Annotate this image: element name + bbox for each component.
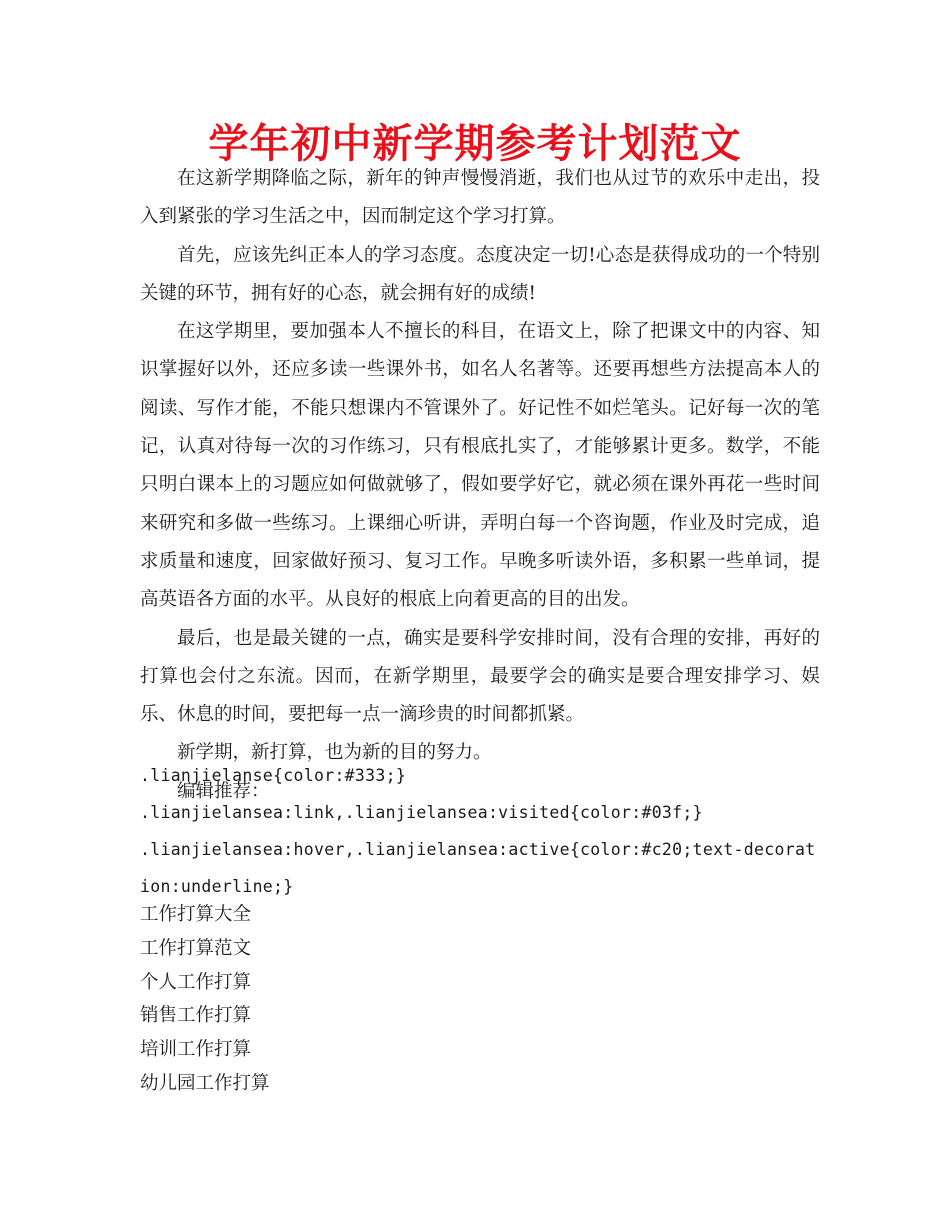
related-link[interactable]: 工作打算大全 <box>140 904 252 925</box>
css-line: .lianjielansea:hover,.lianjielansea:active{color:#c20;text-decoration:underline;} <box>140 840 816 896</box>
related-link[interactable]: 培训工作打算 <box>140 1039 252 1061</box>
paragraph-subjects: 在这学期里，要加强本人不擅长的科目，在语文上，除了把课文中的内容、知识掌握好以外，还应多读一些课外书，如名人名著等。还要再想些方法提高本人的阅读、写作才能，不能只想课内不管课外了。好记性不如烂笔头。记好每一次的笔记，认真对待每一次的习作练习，只有根底扎实了，才能够累计更多。数学，不能只明白课本上的习题应如何做就够了，假如要学好它，就必须在课外再花一些时间来研究和多做一些练习。上课细心听讲，弄明白每一个咨询题，作业及时完成，追求质量和速度，回家做好预习、复习工作。早晚多听读外语，多积累一些单词，提高英语各方面的水平。从良好的根底上向着更高的目的出发。 <box>140 321 820 611</box>
related-link[interactable]: 个人工作打算 <box>140 971 252 993</box>
document-body <box>140 160 820 811</box>
related-link[interactable]: 幼儿园工作打算 <box>140 1072 270 1094</box>
paragraph-intro: 在这新学期降临之际，新年的钟声慢慢消逝，我们也从过节的欢乐中走出，投入到紧张的学习生活之中，因而制定这个学习打算。 <box>140 168 820 228</box>
css-code-block <box>140 757 820 905</box>
paragraph-editor-recommend: 编辑推荐： <box>177 780 270 802</box>
document-title: 学年初中新学期参考计划范文 <box>208 120 742 167</box>
related-link[interactable]: 工作打算范文 <box>140 937 252 959</box>
css-line: .lianjielansea:link,.lianjielansea:visited{color:#03f;} <box>140 803 703 822</box>
related-links <box>140 898 820 1101</box>
related-link[interactable]: 销售工作打算 <box>140 1005 252 1027</box>
css-line: .lianjielanse{color:#333;} <box>140 766 407 785</box>
paragraph-closing: 新学期，新打算，也为新的目的努力。 <box>177 742 492 764</box>
paragraph-attitude: 首先，应该先纠正本人的学习态度。态度决定一切!心态是获得成功的一个特别关键的环节，拥有好的心态，就会拥有好的成绩! <box>140 244 820 304</box>
paragraph-time: 最后，也是最关键的一点，确实是要科学安排时间，没有合理的安排，再好的打算也会付之东流。因而，在新学期里，最要学会的确实是要合理安排学习、娱乐、休息的时间，要把每一点一滴珍贵的时间都抓紧。 <box>140 627 820 726</box>
